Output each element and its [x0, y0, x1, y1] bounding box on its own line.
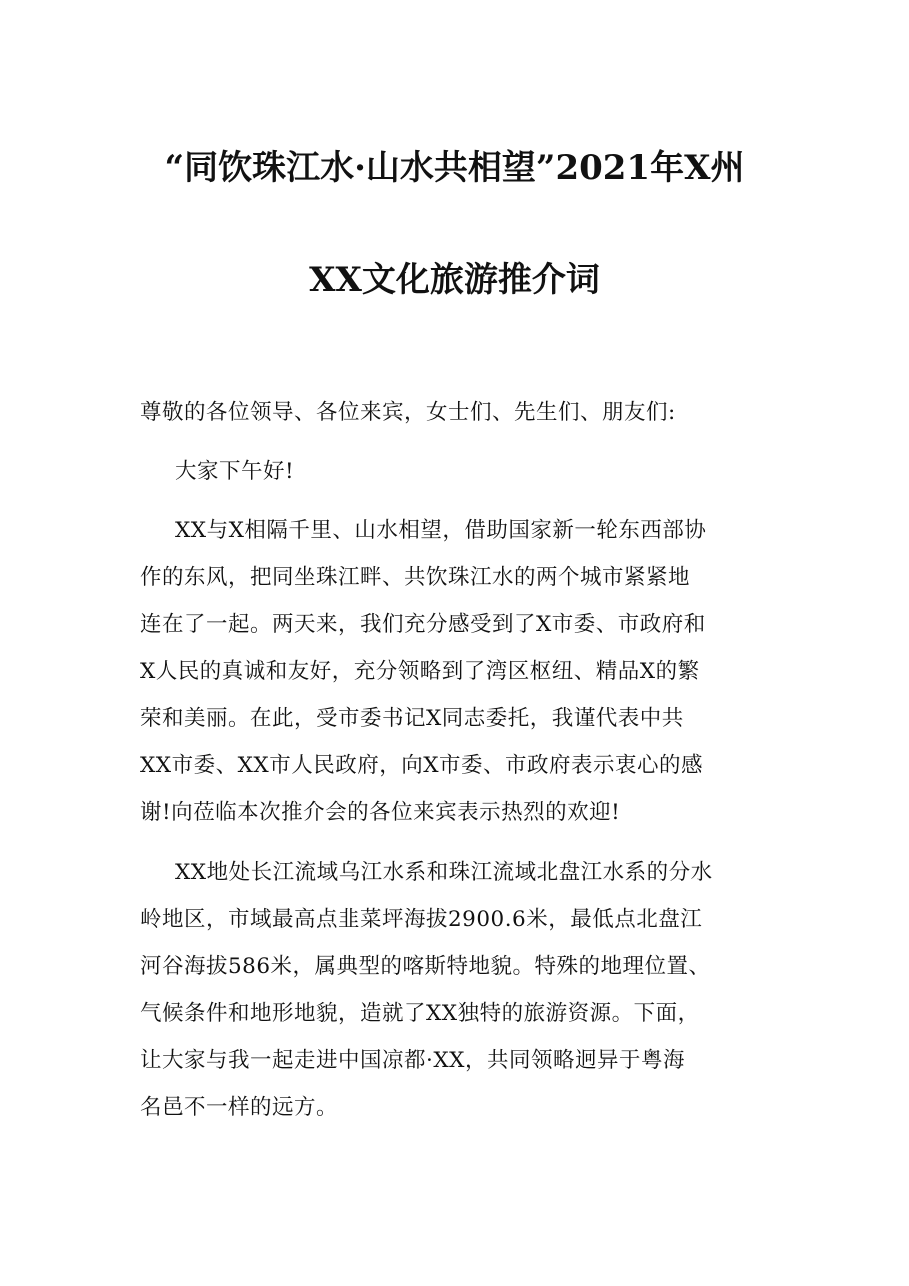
paragraph-1-line: 谢!向莅临本次推介会的各位来宾表示热烈的欢迎!	[140, 800, 621, 825]
paragraph-1-line: 荣和美丽。在此，受市委书记X同志委托，我谨代表中共	[140, 706, 684, 731]
paragraph-1-line: 连在了一起。两天来，我们充分感受到了X市委、市政府和	[140, 612, 706, 637]
paragraph-2-line: 岭地区，市域最高点韭菜坪海拔2900.6米，最低点北盘江	[140, 907, 703, 932]
document-title-line-2: XX文化旅游推介词	[309, 260, 600, 300]
salutation: 尊敬的各位领导、各位来宾，女士们、先生们、朋友们:	[140, 400, 676, 425]
paragraph-2-line: 气候条件和地形地貌，造就了XX独特的旅游资源。下面，	[140, 1001, 700, 1026]
paragraph-2-line: 名邑不一样的远方。	[140, 1095, 339, 1120]
paragraph-1-line: X人民的真诚和友好，充分领略到了湾区枢纽、精品X的繁	[140, 659, 700, 684]
greeting: 大家下午好!	[175, 459, 295, 484]
document-title-line-1: “同饮珠江水·山水共相望”2021年X州	[164, 148, 745, 188]
paragraph-2-line: 河谷海拔586米，属典型的喀斯特地貌。特殊的地理位置、	[140, 954, 711, 979]
paragraph-1-line: 作的东风，把同坐珠江畔、共饮珠江水的两个城市紧紧地	[140, 565, 691, 590]
paragraph-2-line: XX地处长江流域乌江水系和珠江流域北盘江水系的分水	[175, 860, 713, 885]
paragraph-1-line: XX与X相隔千里、山水相望，借助国家新一轮东西部协	[175, 518, 707, 543]
paragraph-2-line: 让大家与我一起走进中国凉都·XX，共同领略迥异于粤海	[140, 1048, 685, 1073]
paragraph-1-line: XX市委、XX市人民政府，向X市委、市政府表示衷心的感	[140, 753, 704, 778]
